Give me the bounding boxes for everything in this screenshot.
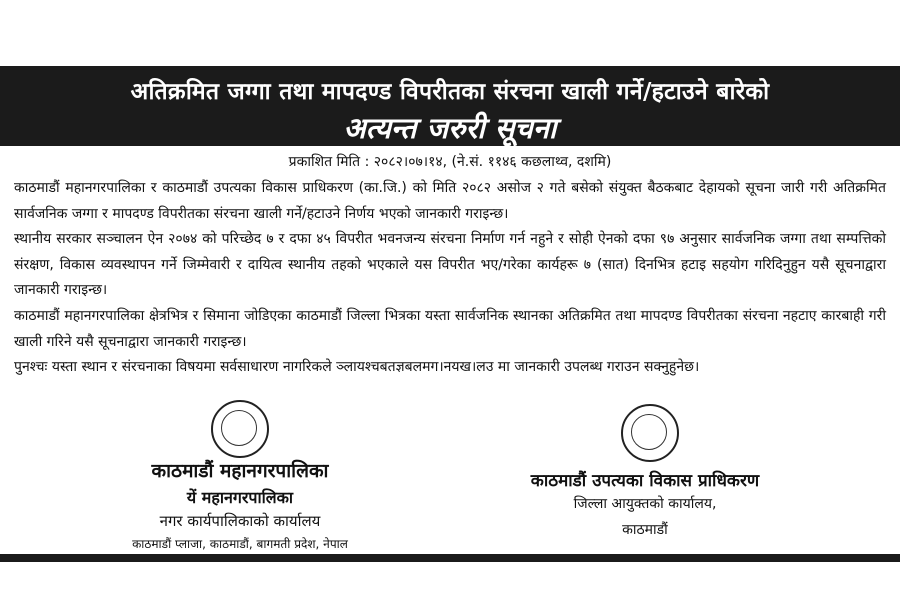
paragraph-3: काठमाडौं महानगरपालिका क्षेत्रभित्र र सिमाना जोडिएका काठमाडौं जिल्ला भित्रका यस्ता सार्वजनिक स्थानका अतिक्रमित तथा मापदण्ड विपरीतका संरचना नहटाए कारबाही गरी खाली गरिने यसै सूचनाद्वारा जानकारी गराइन्छ। [14,307,886,350]
left-signatory-office: नगर कार्यपालिकाको कार्यालय [159,512,321,530]
notice-subtitle: अत्यन्त जरुरी सूचना [343,111,557,145]
right-signatory-office: जिल्ला आयुक्तको कार्यालय, [573,496,717,512]
right-signatory-title: काठमाडौं उपत्यका विकास प्राधिकरण [530,471,760,491]
left-signatory-address: काठमाडौं प्लाजा, काठमाडौं, बागमती प्रदेश, नेपाल [132,537,348,551]
right-signatory-address: काठमाडौं [622,522,668,538]
notice-body [14,176,886,381]
kvda-seal-icon [621,404,679,462]
publication-date: प्रकाशित मिति : २०८२।०७।१४, (ने.सं. ११४६ कछलाथ्व, दशमि) [288,154,612,170]
notice-header [0,66,900,146]
paragraph-2: स्थानीय सरकार सञ्चालन ऐन २०७४ को परिच्छेद ७ र दफा ४५ विपरीत भवनजन्य संरचना निर्माण गर्न नहुने र सोही ऐनको दफा ९७ अनुसार सार्वजनिक जग्गा तथा सम्पत्तिको संरक्षण, विकास व्यवस्थापन गर्ने जिम्मेवारी र दायित्व स्थानीय तहको भएकाले यस विपरीत भए/गरेका कार्यहरू ७ (सात) दिनभित्र हटाइ सहयोग गरिदिनुहुन यसै सूचनाद्वारा जानकारी गराइन्छ। [14,231,886,299]
bottom-rule [0,554,900,562]
paragraph-4: पुनश्चः यस्ता स्थान र संरचनाका विषयमा सर्वसाधारण नागरिकले ञ्लायश्चबतज्ञबलमग।नयख।लउ मा जानकारी उपलब्ध गराउन सक्नुहुनेछ। [14,359,700,376]
left-signatory-subtitle: यें महानगरपालिका [186,488,294,507]
notice-title: अतिक्रमित जग्गा तथा मापदण्ड विपरीतका संरचना खाली गर्ने/हटाउने बारेको [130,79,770,105]
kathmandu-metro-seal-icon [211,400,269,458]
paragraph-1: काठमाडौं महानगरपालिका र काठमाडौं उपत्यका विकास प्राधिकरण (का.जि.) को मिति २०८२ असोज २ गते बसेको संयुक्त बैठकबाट देहायको सूचना जारी गरी अतिक्रमित सार्वजनिक जग्गा र मापदण्ड विपरीतका संरचना खाली गर्ने/हटाउने निर्णय भएको जानकारी गराइन्छ। [14,180,886,222]
left-signatory-title: काठमाडौं महानगरपालिका [151,460,329,482]
